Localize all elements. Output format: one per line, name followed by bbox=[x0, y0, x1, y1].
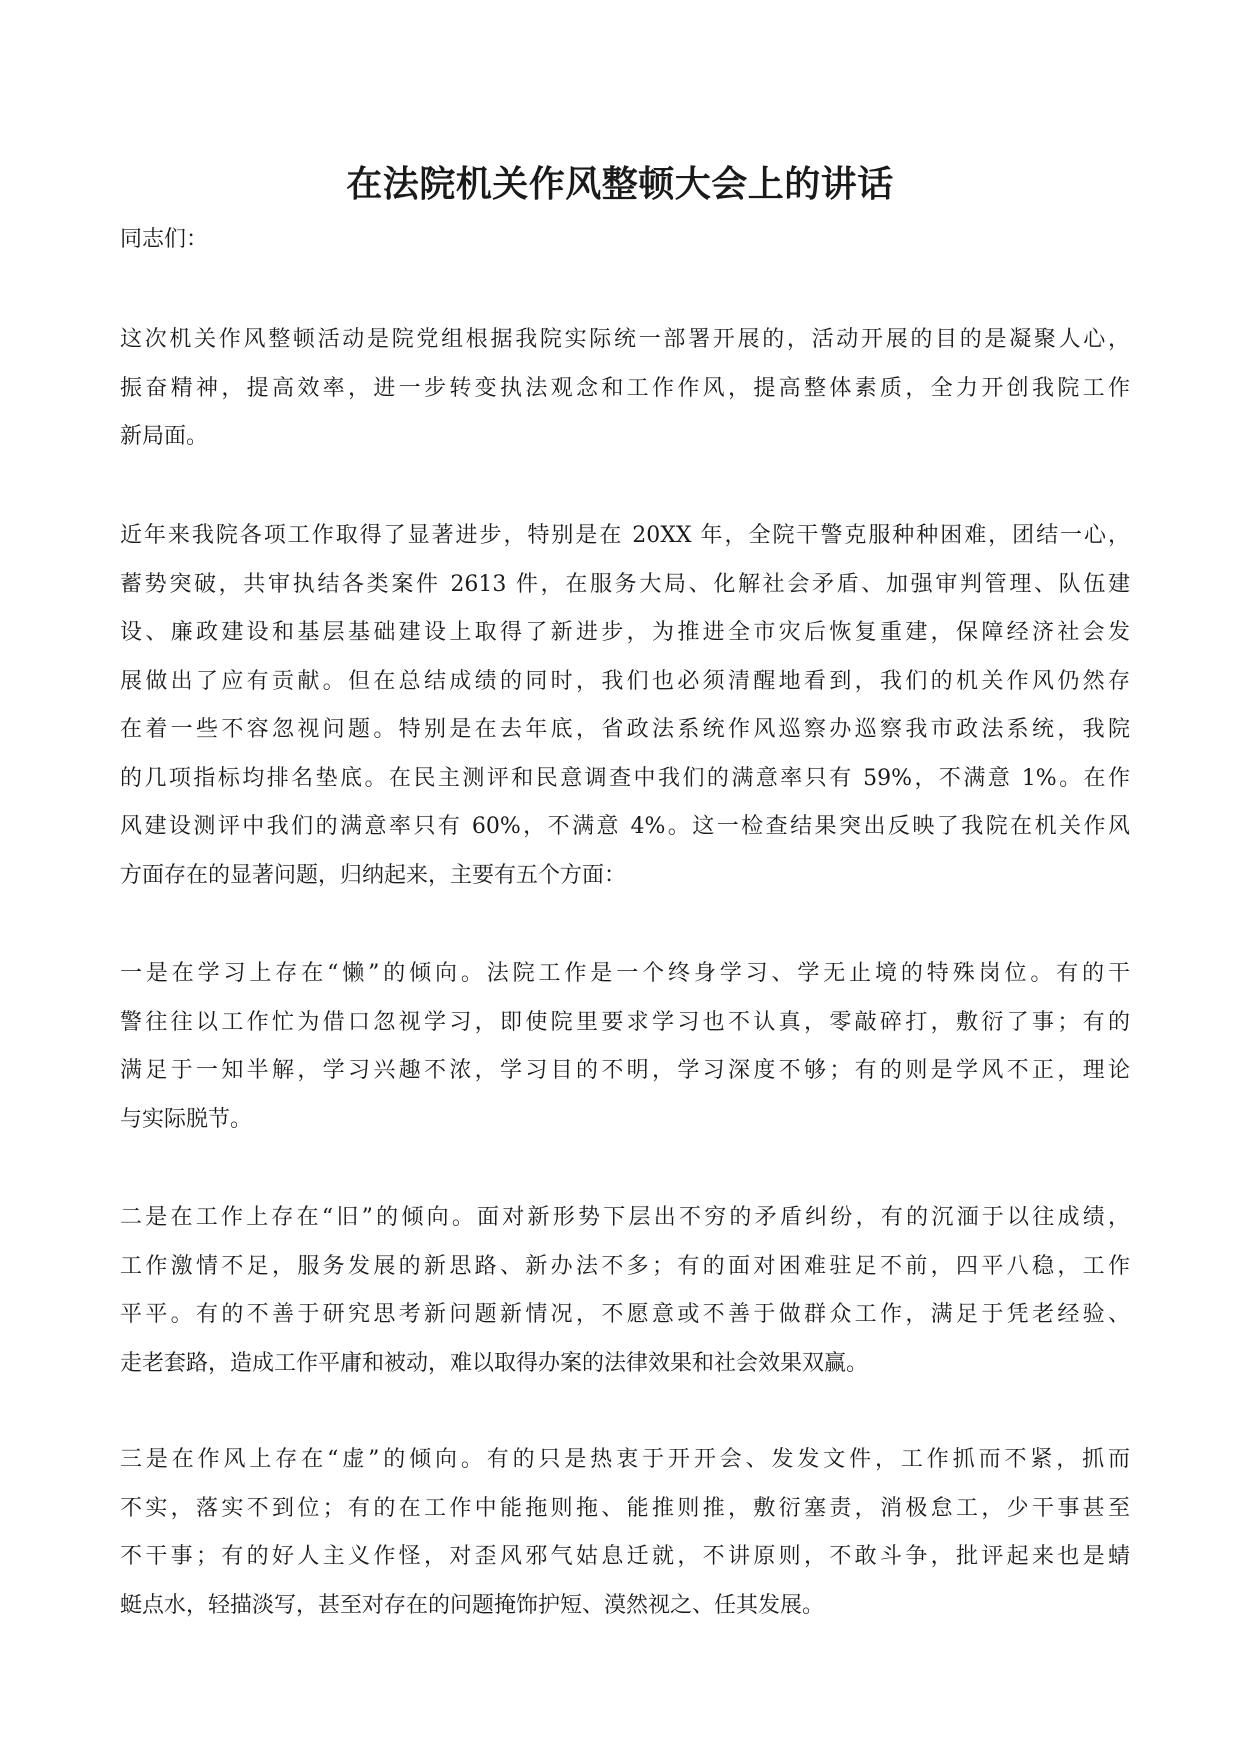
paragraph-line: 与实际脱节。 bbox=[120, 1106, 253, 1132]
paragraph-line: 蜓点水，轻描淡写，甚至对存在的问题掩饰护短、漠然视之、任其发展。 bbox=[120, 1592, 825, 1618]
paragraph-line: 平平。有的不善于研究思考新问题新情况，不愿意或不善于做群众工作，满足于凭老经验、 bbox=[120, 1302, 1130, 1327]
paragraph-line: 风建设测评中我们的满意率只有 60%，不满意 4%。这一检查结果突出反映了我院在机关作风 bbox=[120, 814, 1130, 839]
paragraph-5 bbox=[120, 1436, 1130, 1630]
paragraph-line: 警往往以工作忙为借口忽视学习，即使院里要求学习也不认真，零敲碎打，敷衍了事；有的 bbox=[120, 1009, 1130, 1035]
paragraph-line: 一是在学习上存在“懒”的倾向。法院工作是一个终身学习、学无止境的特殊岗位。有的干 bbox=[120, 961, 1130, 986]
paragraph-line: 方面存在的显著问题，归纳起来，主要有五个方面： bbox=[120, 862, 627, 888]
paragraph-line: 展做出了应有贡献。但在总结成绩的同时，我们也必须清醒地看到，我们的机关作风仍然存 bbox=[120, 668, 1130, 694]
paragraph-line: 不干事；有的好人主义作怪，对歪风邪气姑息迁就，不讲原则，不敢斗争，批评起来也是蜻 bbox=[120, 1544, 1130, 1569]
paragraph-line: 的几项指标均排名垫底。在民主测评和民意调查中我们的满意率只有 59%，不满意 1%。在作 bbox=[120, 765, 1130, 791]
paragraph-3 bbox=[120, 950, 1130, 1144]
paragraph-line: 设、廉政建设和基层基础建设上取得了新进步，为推进全市灾后恢复重建，保障经济社会发 bbox=[120, 620, 1130, 645]
paragraph-line: 三是在作风上存在“虚”的倾向。有的只是热衷于开开会、发发文件，工作抓而不紧，抓而 bbox=[120, 1447, 1130, 1472]
greeting: 同志们： bbox=[120, 227, 209, 252]
document-title: 在法院机关作风整顿大会上的讲话 bbox=[346, 163, 894, 205]
paragraph-1 bbox=[120, 316, 1130, 462]
paragraph-line: 蓄势突破，共审执结各类案件 2613 件，在服务大局、化解社会矛盾、加强审判管理、队伍建 bbox=[120, 571, 1130, 597]
paragraph-line: 工作激情不足，服务发展的新思路、新办法不多；有的面对困难驻足不前，四平八稳，工作 bbox=[120, 1253, 1130, 1279]
paragraph-line: 满足于一知半解，学习兴趣不浓，学习目的不明，学习深度不够；有的则是学风不正，理论 bbox=[120, 1058, 1130, 1083]
paragraph-line: 这次机关作风整顿活动是院党组根据我院实际统一部署开展的，活动开展的目的是凝聚人心， bbox=[120, 327, 1130, 352]
paragraph-line: 在着一些不容忽视问题。特别是在去年底，省政法系统作风巡察办巡察我市政法系统，我院 bbox=[120, 717, 1130, 742]
paragraph-line: 二是在工作上存在“旧”的倾向。面对新形势下层出不穷的矛盾纠纷，有的沉湎于以往成绩， bbox=[120, 1205, 1130, 1230]
paragraph-line: 新局面。 bbox=[120, 424, 209, 449]
paragraph-2 bbox=[120, 512, 1130, 900]
paragraph-4 bbox=[120, 1194, 1130, 1388]
paragraph-line: 近年来我院各项工作取得了显著进步，特别是在 20XX 年，全院干警克服种种困难，团结一心， bbox=[120, 523, 1130, 548]
paragraph-line: 不实，落实不到位；有的在工作中能拖则拖、能推则推，敷衍塞责，消极怠工，少干事甚至 bbox=[120, 1495, 1130, 1521]
paragraph-line: 振奋精神，提高效率，进一步转变执法观念和工作作风，提高整体素质，全力开创我院工作 bbox=[120, 375, 1130, 401]
paragraph-line: 走老套路，造成工作平庸和被动，难以取得办案的法律效果和社会效果双赢。 bbox=[120, 1350, 869, 1376]
